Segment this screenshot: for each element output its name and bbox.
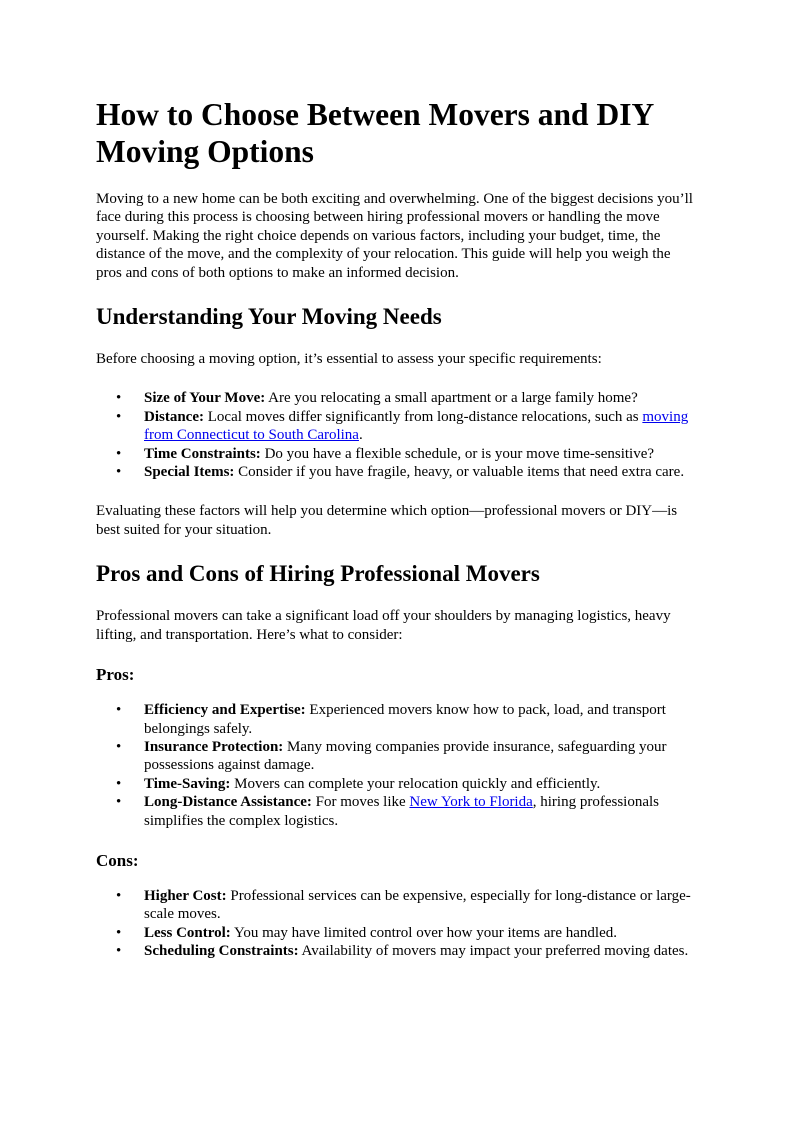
bullet-icon: • — [116, 794, 122, 811]
bullet-icon: • — [116, 390, 122, 407]
item-text: Movers can complete your relocation quickly and efficiently. — [230, 775, 601, 792]
list-item — [96, 942, 698, 960]
list-item — [96, 775, 698, 793]
item-text: Do you have a flexible schedule, or is your move time-sensitive? — [260, 445, 655, 462]
list-item — [96, 924, 698, 942]
item-text: For moves like — [311, 794, 410, 811]
item-label: Size of Your Move: — [144, 390, 266, 407]
bullet-icon: • — [116, 924, 122, 941]
item-text-after: , hiring professionals simplifies the complex logistics. — [144, 794, 659, 829]
list-item — [96, 887, 698, 924]
pros-list — [96, 701, 698, 830]
cons-heading: Cons: — [96, 850, 139, 870]
item-text: Availability of movers may impact your preferred moving dates. — [298, 943, 689, 960]
bullet-icon: • — [116, 943, 122, 960]
bullet-icon: • — [116, 408, 122, 425]
link-new-york-to-florida[interactable]: New York to Florida — [409, 794, 533, 811]
bullet-icon: • — [116, 464, 122, 481]
moving-needs-closing: Evaluating these factors will help you determine which option—professional movers or DIY—is best suited for your situation. — [96, 503, 678, 538]
document-page — [96, 96, 698, 982]
professional-movers-lead: Professional movers can take a significant load off your shoulders by managing logistics, heavy lifting, and transportation. Here’s what to consider: — [96, 608, 671, 643]
pros-heading: Pros: — [96, 665, 135, 685]
link-connecticut-to-south-carolina[interactable]: moving from Connecticut to South Carolina — [144, 408, 689, 444]
list-item — [96, 793, 698, 830]
item-label: Special Items: — [144, 464, 235, 481]
item-text: You may have limited control over how your items are handled. — [230, 924, 617, 941]
list-item — [96, 445, 698, 463]
bullet-icon: • — [116, 445, 122, 462]
item-label: Efficiency and Expertise: — [144, 702, 306, 719]
item-label: Insurance Protection: — [144, 738, 284, 755]
bullet-icon: • — [116, 775, 122, 792]
item-label: Long-Distance Assistance: — [144, 794, 312, 811]
intro-paragraph: Moving to a new home can be both exciting and overwhelming. One of the biggest decisions you’ll face during this process is choosing between hiring professional movers or handling the move yourself. Making the right choice depends on various factors, including your budget, time, the distance of the move, and the complexity of your relocation. This guide will help you weigh the pros and cons of both options to make an informed decision. — [96, 191, 693, 281]
bullet-icon: • — [116, 887, 122, 904]
moving-needs-list — [96, 389, 698, 481]
item-label: Less Control: — [144, 924, 231, 941]
item-text: Experienced movers know how to pack, load, and transport belongings safely. — [144, 702, 666, 737]
item-text: Local moves differ significantly from long-distance relocations, such as — [204, 408, 643, 425]
bullet-icon: • — [116, 702, 122, 719]
section-heading-moving-needs: Understanding Your Moving Needs — [96, 304, 442, 330]
moving-needs-lead: Before choosing a moving option, it’s essential to assess your specific requirements: — [96, 351, 602, 368]
list-item — [96, 463, 698, 481]
page-title: How to Choose Between Movers and DIY Moving Options — [96, 97, 654, 169]
section-heading-professional-movers: Pros and Cons of Hiring Professional Movers — [96, 561, 540, 587]
item-text: Professional services can be expensive, especially for long-distance or large-scale moves. — [144, 887, 691, 923]
list-item — [96, 389, 698, 407]
cons-list — [96, 887, 698, 961]
item-label: Scheduling Constraints: — [144, 943, 299, 960]
item-label: Time Constraints: — [144, 445, 261, 462]
item-text: Consider if you have fragile, heavy, or valuable items that need extra care. — [234, 464, 685, 481]
list-item — [96, 408, 698, 445]
item-label: Distance: — [144, 408, 204, 425]
item-label: Higher Cost: — [144, 887, 227, 904]
item-text: Many moving companies provide insurance, safeguarding your possessions against damage. — [144, 738, 667, 774]
list-item — [96, 701, 698, 738]
item-text-after: . — [358, 427, 363, 444]
list-item — [96, 738, 698, 775]
item-text: Are you relocating a small apartment or a large family home? — [265, 390, 638, 407]
bullet-icon: • — [116, 738, 122, 755]
item-label: Time-Saving: — [144, 775, 231, 792]
